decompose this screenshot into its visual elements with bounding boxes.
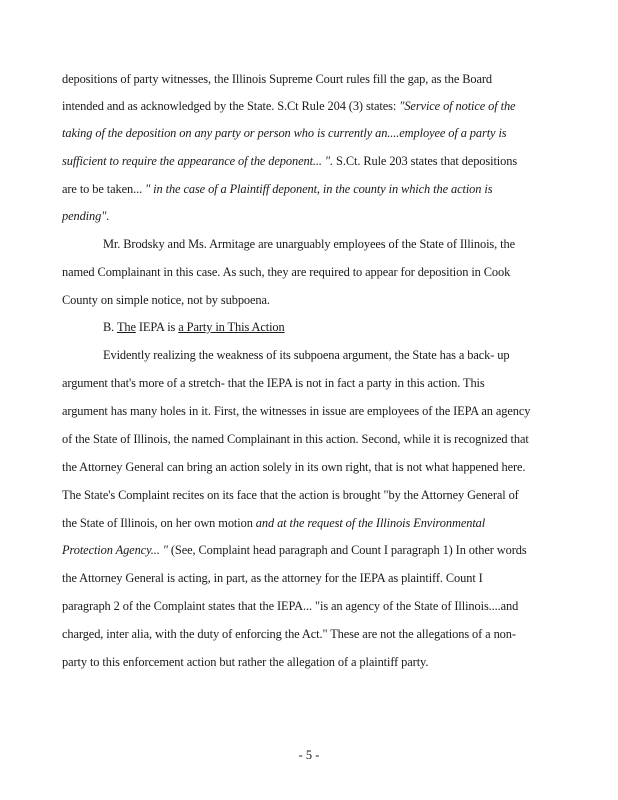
body-line-14: the Attorney General can bring an action solely in its own right, that is not what happened here. <box>62 460 526 474</box>
body-line-21: party to this enforcement action but rather the allegation of a plaintiff party. <box>62 655 429 669</box>
body-line-10: Evidently realizing the weakness of its subpoena argument, the State has a back- up <box>103 348 510 362</box>
body-line-11: argument that's more of a stretch- that the IEPA is not in fact a party in this action. This <box>62 376 485 390</box>
body-line-18: the Attorney General is acting, in part, as the attorney for the IEPA as plaintiff. Count I <box>62 571 483 585</box>
body-line-17: Protection Agency... " (See, Complaint head paragraph and Count I paragraph 1) In other words <box>62 543 527 557</box>
page-number: - 5 - <box>298 748 320 762</box>
body-line-9: County on simple notice, not by subpoena. <box>62 293 270 307</box>
body-line-13: of the State of Illinois, the named Complainant in this action. Second, while it is recognized that <box>62 432 529 446</box>
body-line-4: sufficient to require the appearance of the deponent... ". S.Ct. Rule 203 states that depositions <box>62 154 518 168</box>
rule-203-quote: " in the case of a Plaintiff deponent, in the county in which the action is <box>145 182 493 196</box>
body-line-6: pending". <box>62 209 110 223</box>
rule-204-quote-end: sufficient to require the appearance of the deponent... ". <box>62 154 334 168</box>
body-line-16: the State of Illinois, on her own motion and at the request of the Illinois Environmental <box>62 516 486 530</box>
body-line-5: are to be taken... " in the case of a Plaintiff deponent, in the county in which the action is <box>62 182 493 196</box>
body-line-3: taking of the deposition on any party or person who is currently an....employee of a party is <box>62 126 507 140</box>
body-line-8: named Complainant in this case. As such, they are required to appear for deposition in Cook <box>62 265 511 279</box>
section-heading-b: B. The IEPA is a Party in This Action <box>103 320 285 334</box>
body-line-20: charged, inter alia, with the duty of enforcing the Act." These are not the allegations of a non- <box>62 627 516 641</box>
complaint-quote: and at the request of the Illinois Environmental <box>255 516 486 530</box>
body-line-2: intended and as acknowledged by the State. S.Ct Rule 204 (3) states: "Service of notice of the <box>62 99 516 113</box>
body-line-7: Mr. Brodsky and Ms. Armitage are unarguably employees of the State of Illinois, the <box>103 237 515 251</box>
body-line-1: depositions of party witnesses, the Illinois Supreme Court rules fill the gap, as the Board <box>62 72 493 86</box>
body-line-12: argument has many holes in it. First, the witnesses in issue are employees of the IEPA an agency <box>62 404 531 418</box>
body-line-19: paragraph 2 of the Complaint states that the IEPA... "is an agency of the State of Illinois....and <box>62 599 519 613</box>
body-line-15: The State's Complaint recites on its face that the action is brought "by the Attorney General of <box>62 488 519 502</box>
rule-204-quote-start: "Service of notice of the <box>399 99 516 113</box>
